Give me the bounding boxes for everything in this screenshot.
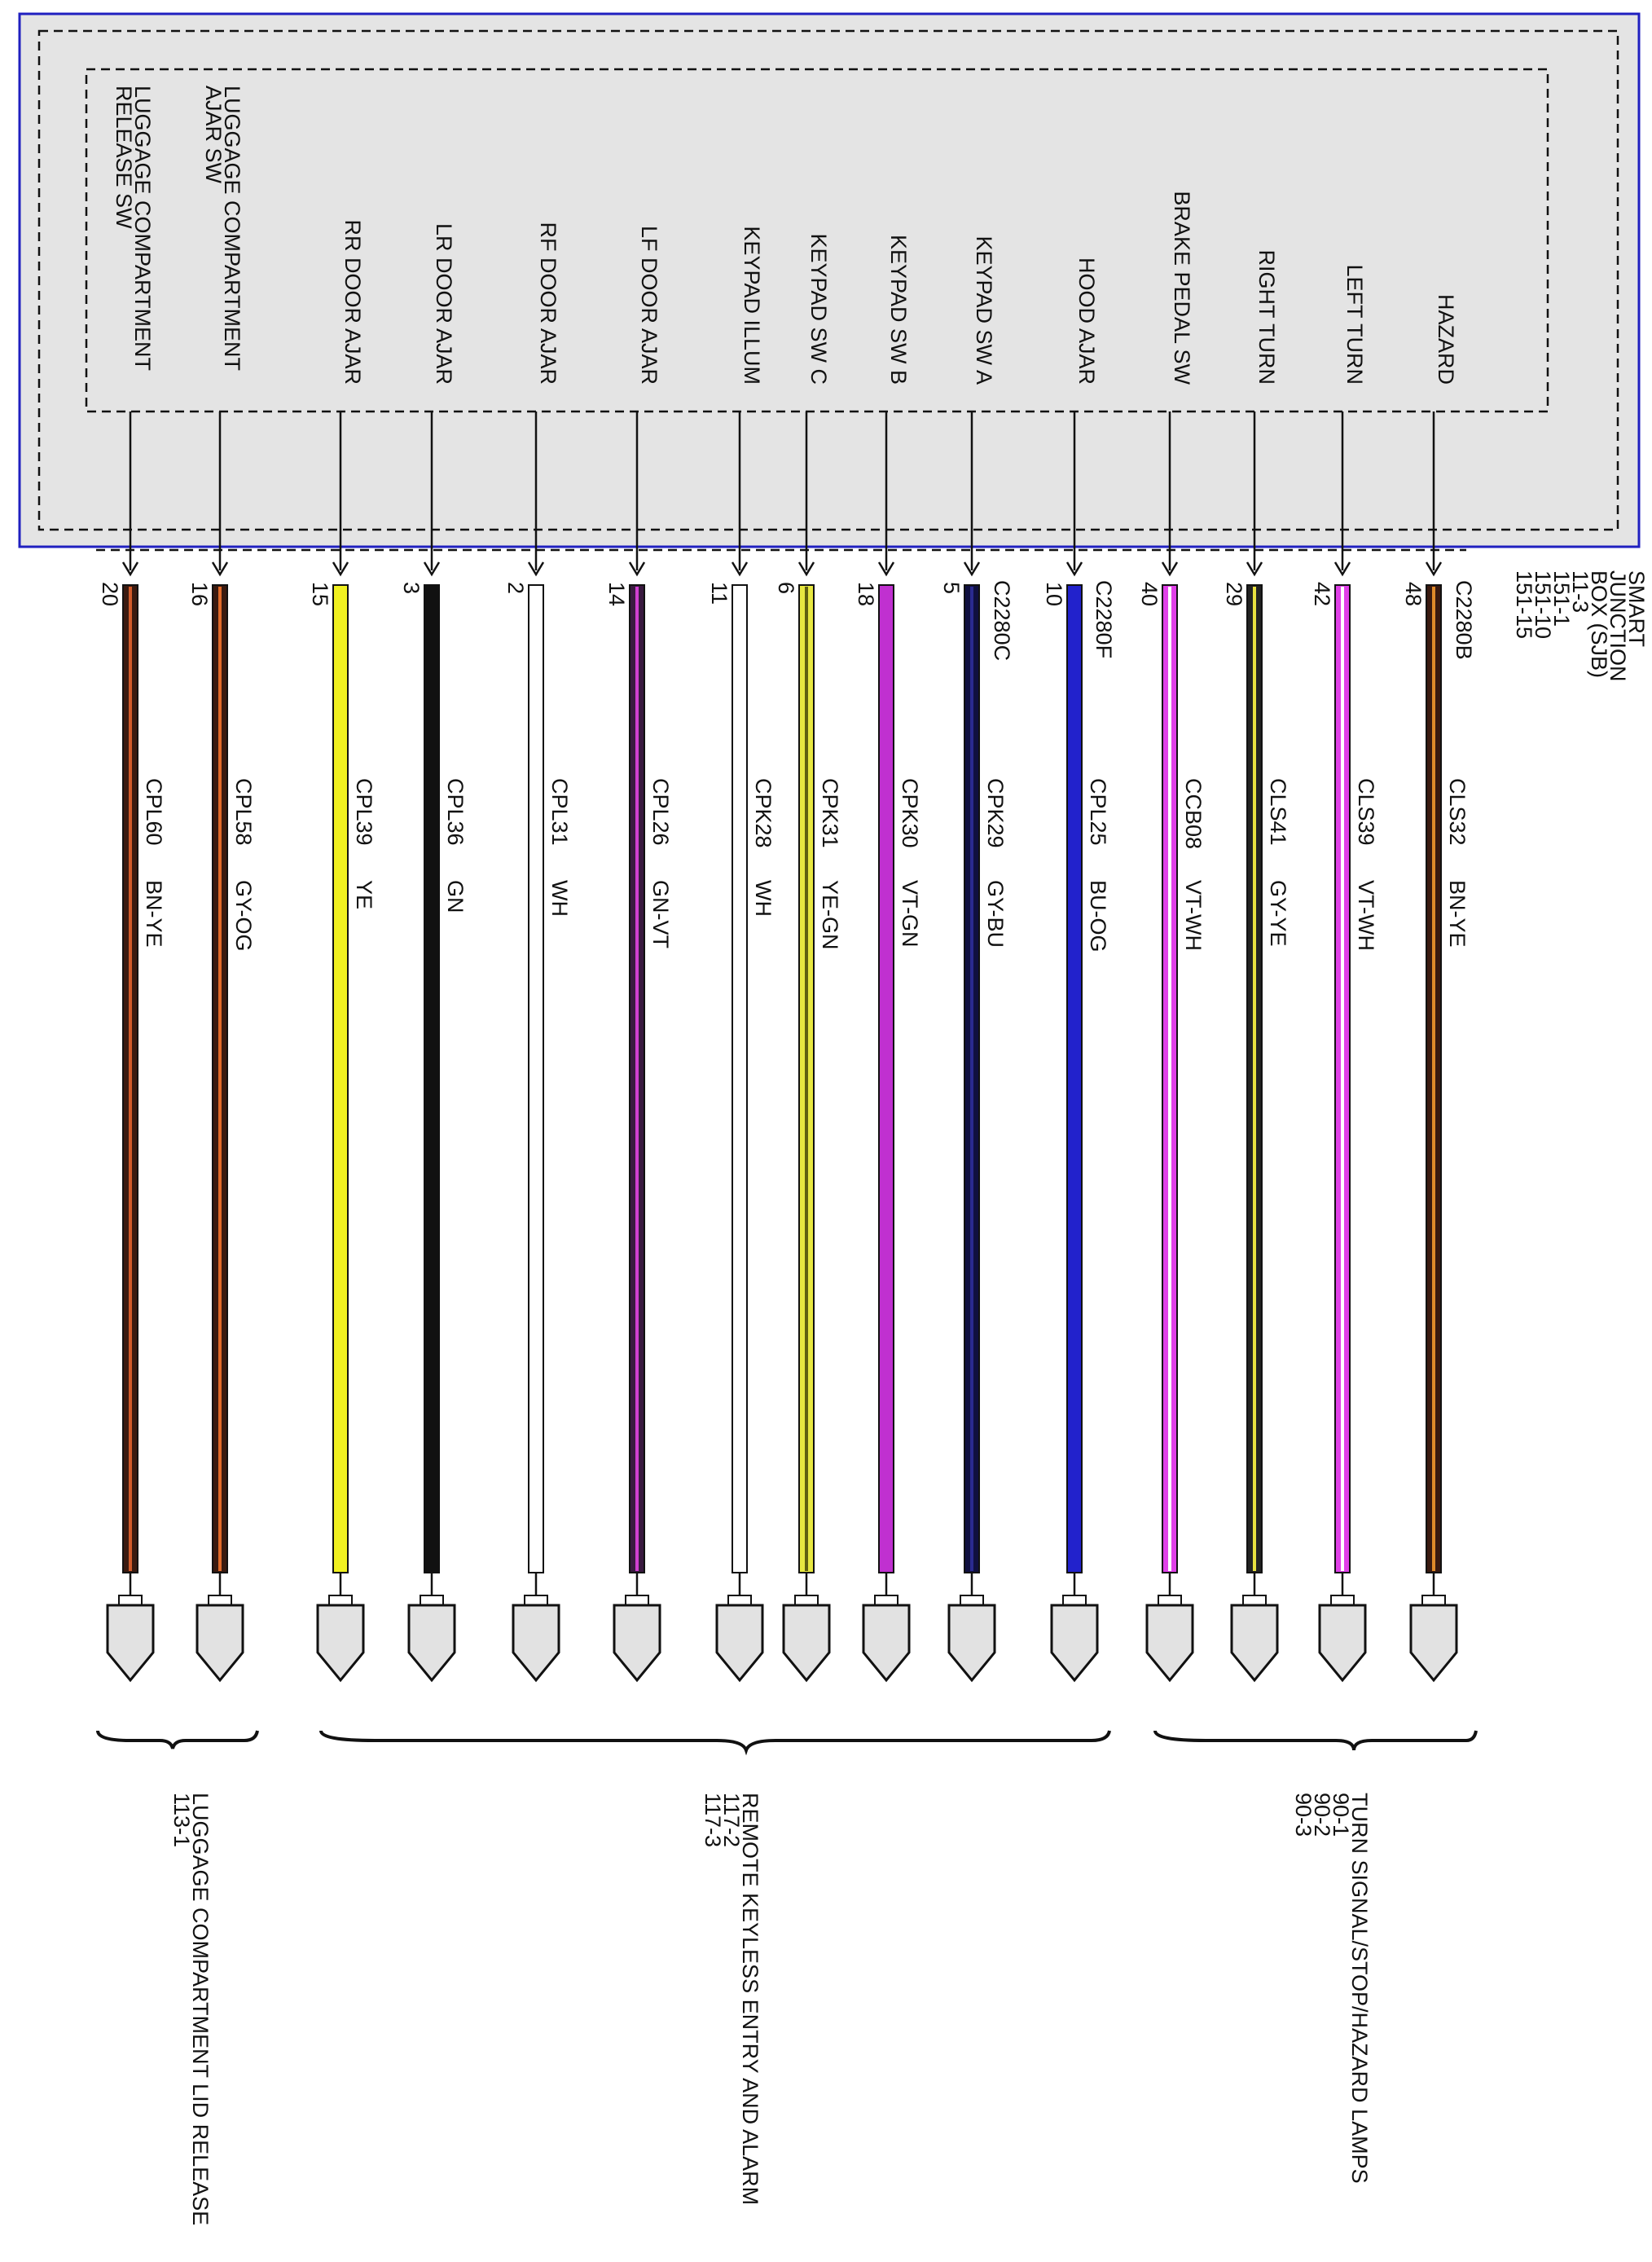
connector-terminal-icon	[1232, 1605, 1277, 1680]
wire-circuit-id: CPK29	[983, 778, 1008, 848]
connector-terminal-icon	[513, 1605, 559, 1680]
wire-circuit-id: CPL60	[142, 778, 166, 846]
wire-function-line: LUGGAGE COMPARTMENT	[130, 86, 155, 372]
module-name-line: 151-15	[1512, 570, 1536, 640]
wire-function-label: LF DOOR AJAR	[637, 225, 661, 385]
wire-circuit-id: CPL26	[648, 778, 673, 846]
wire-color-code: WH	[547, 880, 572, 917]
wire-pin-number: 6	[774, 582, 798, 595]
terminal-collar	[626, 1595, 648, 1605]
wire-body	[333, 585, 348, 1573]
connector-terminal-icon	[318, 1605, 363, 1680]
wire-color-code: VT-WH	[1354, 880, 1378, 951]
wire-circuit-id: CCB08	[1181, 778, 1206, 850]
connector-terminal-icon	[784, 1605, 829, 1680]
connector-terminal-icon	[108, 1605, 153, 1680]
brace-luggage-release	[98, 1731, 257, 1749]
terminal-collar	[329, 1595, 352, 1605]
connector-terminal-icon	[1411, 1605, 1456, 1680]
connector-terminal-icon	[614, 1605, 660, 1680]
wire-body	[879, 585, 894, 1573]
connector-terminal-icon	[949, 1605, 995, 1680]
module-name-line: 151-10	[1531, 570, 1555, 640]
wire-function-label: KEYPAD SW B	[886, 234, 911, 385]
terminal-collar	[1063, 1595, 1086, 1605]
wire-body	[1067, 585, 1082, 1573]
wire-circuit-id: CPL39	[352, 778, 376, 846]
wire-function-label: LEFT TURN	[1342, 264, 1367, 385]
connector-terminal-icon	[197, 1605, 243, 1680]
terminal-collar	[420, 1595, 443, 1605]
brace-remote-keyless	[321, 1731, 1109, 1750]
wire-pin-number: 16	[187, 582, 212, 607]
module-name-line: 11-3	[1568, 570, 1593, 614]
wire-color-code: GY-YE	[1266, 880, 1290, 947]
wire-function-label: LR DOOR AJAR	[432, 222, 456, 385]
destination-label-luggage-release	[169, 1793, 213, 2232]
wire-function-label: HAZARD	[1434, 293, 1458, 385]
connector-id-label: C2280C	[990, 580, 1014, 662]
terminal-collar	[728, 1595, 751, 1605]
wire-circuit-id: CPL36	[443, 778, 468, 846]
connector-terminal-icon	[1320, 1605, 1365, 1680]
destination-line: 117-3	[701, 1793, 725, 1848]
module-name-line: SMART	[1624, 570, 1649, 647]
wire-pin-number: 2	[503, 582, 528, 595]
wire-pin-number: 10	[1042, 582, 1066, 607]
wire-function-label: BRAKE PEDAL SW	[1170, 191, 1194, 385]
terminal-collar	[1158, 1595, 1181, 1605]
wire-pin-number: 15	[308, 582, 332, 607]
connector-terminal-icon	[863, 1605, 909, 1680]
wire-pin-number: 48	[1401, 582, 1426, 607]
wire-function-line: LUGGAGE COMPARTMENT	[220, 86, 244, 372]
wire-color-code: GY-BU	[983, 880, 1008, 948]
wire-pin-number: 14	[604, 582, 629, 607]
connector-terminal-icon	[717, 1605, 762, 1680]
terminal-collar	[875, 1595, 898, 1605]
wire-function-line: RELEASE SW	[112, 86, 136, 229]
wire-body	[732, 585, 747, 1573]
wire-body	[529, 585, 543, 1573]
wire-circuit-id: CPK31	[818, 778, 842, 848]
wire-circuit-id: CPL58	[231, 778, 256, 846]
connector-terminal-icon	[1052, 1605, 1097, 1680]
wire-pin-number: 11	[707, 582, 732, 605]
wire-pin-number: 5	[939, 582, 964, 595]
wire-function-label: RIGHT TURN	[1254, 249, 1279, 385]
wire-color-code: WH	[751, 880, 775, 917]
destination-line: 113-1	[169, 1793, 194, 1848]
wire-pin-number: 42	[1310, 582, 1334, 607]
wire-color-code: BN-YE	[1445, 880, 1470, 948]
wire-function-label: KEYPAD ILLUM	[740, 226, 764, 385]
wire-pin-number: 3	[399, 582, 424, 595]
terminal-collar	[119, 1595, 142, 1605]
wire-circuit-id: CLS39	[1354, 778, 1378, 846]
module-name-line: JUNCTION	[1606, 570, 1630, 682]
terminal-collar	[1243, 1595, 1266, 1605]
wire-color-code: VT-GN	[898, 880, 922, 948]
wire-color-code: GY-OG	[231, 880, 256, 952]
wire-circuit-id: CPL31	[547, 778, 572, 846]
terminal-collar	[1331, 1595, 1354, 1605]
destination-line: 90-2	[1310, 1793, 1334, 1837]
connector-terminal-icon	[1147, 1605, 1193, 1680]
wire-function-label: KEYPAD SW C	[806, 233, 831, 385]
wire-function-label: RR DOOR AJAR	[341, 219, 365, 385]
wire-pin-number: 18	[854, 582, 878, 607]
wire-circuit-id: CLS41	[1266, 778, 1290, 846]
wire-color-code: GN-VT	[648, 880, 673, 948]
terminal-collar	[1422, 1595, 1445, 1605]
wire-circuit-id: CPK28	[751, 778, 775, 848]
wire-color-code: BN-YE	[142, 880, 166, 948]
wire-circuit-id: CPL25	[1086, 778, 1110, 846]
module-name-line: BOX (SJB)	[1587, 570, 1611, 679]
terminal-collar	[525, 1595, 547, 1605]
connector-id-label: C2280F	[1092, 580, 1116, 659]
wire-function-line: AJAR SW	[201, 86, 226, 184]
wire-pin-number: 40	[1137, 582, 1162, 607]
wire-function-label: RF DOOR AJAR	[536, 222, 560, 385]
wire-circuit-id: CLS32	[1445, 778, 1470, 846]
wire-color-code: BU-OG	[1086, 880, 1110, 953]
destination-line: 90-3	[1291, 1793, 1316, 1837]
destination-label-turn-signal	[1291, 1793, 1372, 2189]
connector-terminal-icon	[409, 1605, 455, 1680]
wire-function-label: KEYPAD SW A	[972, 235, 996, 385]
terminal-collar	[795, 1595, 818, 1605]
module-name-line: 151-1	[1549, 570, 1574, 627]
connector-id-label: C2280B	[1452, 580, 1476, 660]
module-name-label	[1512, 570, 1649, 688]
destination-line: 117-2	[719, 1793, 744, 1848]
wire-color-code: GN	[443, 880, 468, 913]
destination-line: TURN SIGNAL/STOP/HAZARD LAMPS	[1347, 1793, 1372, 2184]
destination-line: 90-1	[1329, 1793, 1353, 1837]
destination-line: LUGGAGE COMPARTMENT LID RELEASE	[188, 1793, 213, 2226]
wire-color-code: YE-GN	[818, 880, 842, 950]
wire-color-code: VT-WH	[1181, 880, 1206, 951]
wire-circuit-id: CPK30	[898, 778, 922, 848]
wire-color-code: YE	[352, 880, 376, 910]
brace-turn-signal	[1155, 1731, 1476, 1750]
wire-pin-number: 29	[1222, 582, 1246, 607]
destination-label-remote-keyless	[701, 1793, 762, 2211]
wire-function-label: HOOD AJAR	[1074, 257, 1099, 385]
wire-body	[424, 585, 439, 1573]
terminal-collar	[209, 1595, 231, 1605]
terminal-collar	[960, 1595, 983, 1605]
destination-line: REMOTE KEYLESS ENTRY AND ALARM	[738, 1793, 762, 2206]
destination-braces	[98, 1731, 1476, 1750]
wire-pin-number: 20	[98, 582, 122, 607]
